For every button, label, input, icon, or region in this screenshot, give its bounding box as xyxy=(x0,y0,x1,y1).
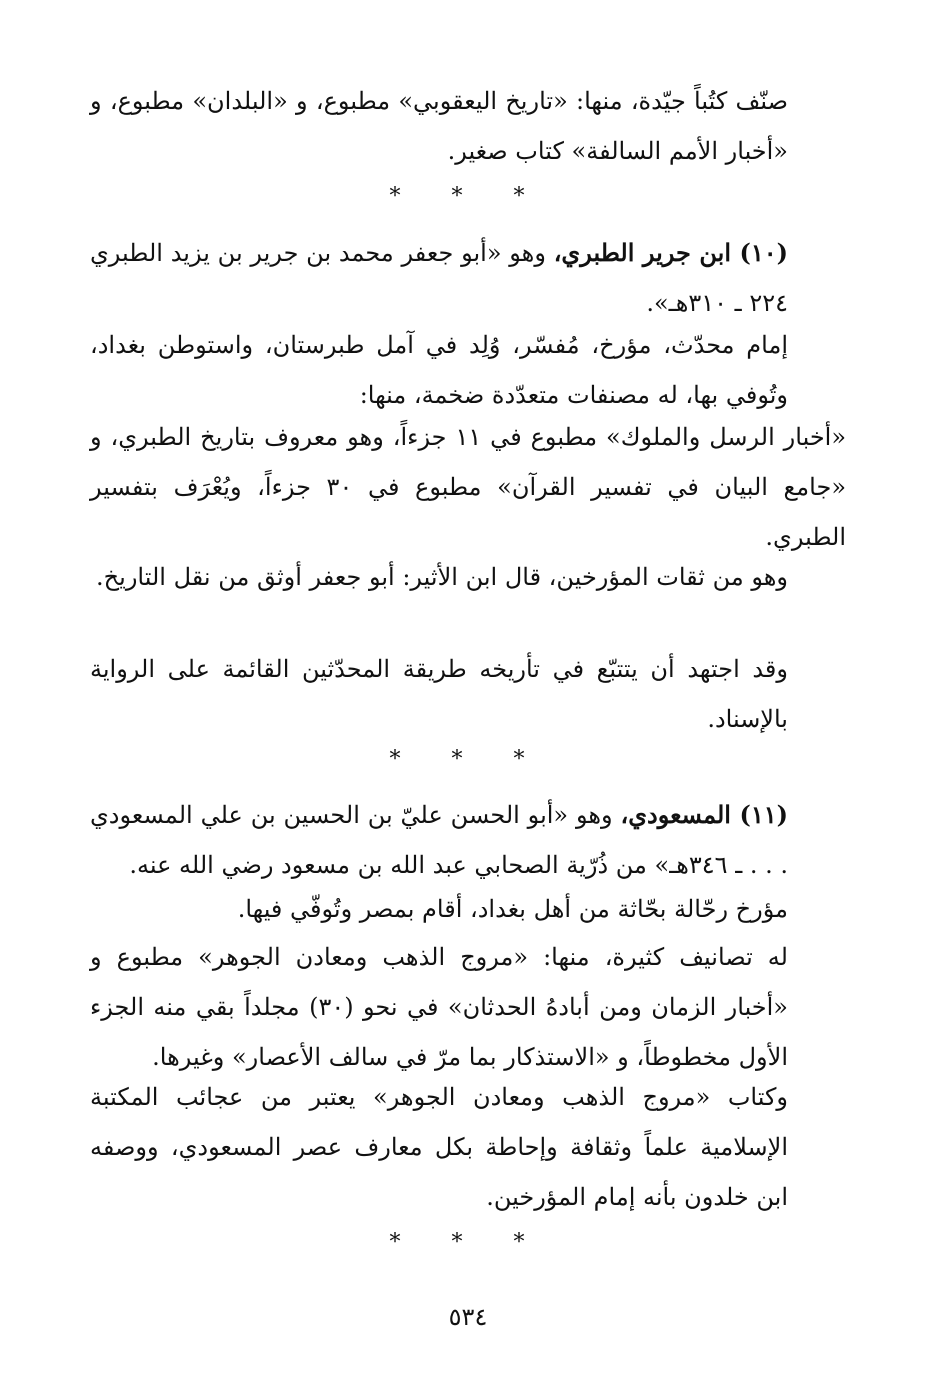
paragraph-tabari-method: وقد اجتهد أن يتتبّع في تأريخه طريقة المحدّثين القائمة على الرواية بالإسناد. xyxy=(90,655,788,733)
section-separator-2: * * * xyxy=(389,747,547,772)
paragraph-tabari-trust: وهو من ثقات المؤرخين، قال ابن الأثير: أبو جعفر أوثق من نقل التاريخ. xyxy=(96,563,788,591)
paragraph-yaqubi-works: صنّف كتُباً جيّدة، منها: «تاريخ اليعقوبي» مطبوع، و «البلدان» مطبوع، و «أخبار الأمم السالفة» كتاب صغير. xyxy=(90,87,789,165)
section-separator-3: * * * xyxy=(389,1230,547,1255)
entry-masudi-name: وهو «أبو الحسن عليّ بن الحسين بن علي المسعودي . . . ـ ٣٤٦هـ» من ذُرّية الصحابي عبد الله بن مسعود رضي الله عنه. xyxy=(90,801,788,879)
paragraph-tabari-bio: إمام محدّث، مؤرخ، مُفسّر، وُلِد في آمل طبرستان، واستوطن بغداد، وتُوفي بها، له مصنفات متعدّدة ضخمة، منها: xyxy=(90,331,788,409)
entry-tabari-heading xyxy=(90,228,846,328)
paragraph-masudi-bio: مؤرخ رحّالة بحّاثة من أهل بغداد، أقام بمصر وتُوفّي فيها. xyxy=(237,895,788,923)
entry-masudi-heading xyxy=(90,790,846,890)
paragraph-masudi-muruj: وكتاب «مروج الذهب ومعادن الجوهر» يعتبر من عجائب المكتبة الإسلامية علماً وثقافة وإحاطة بكل معارف عصر المسعودي، ووصفه ابن خلدون بأنه إمام المؤرخين. xyxy=(90,1083,788,1211)
entry-tabari-title: (١٠) ابن جرير الطبري، xyxy=(553,238,788,267)
entry-tabari-name: وهو «أبو جعفر محمد بن جرير بن يزيد الطبري ٢٢٤ ـ ٣١٠هـ». xyxy=(90,239,788,317)
page-number: ٥٣٤ xyxy=(448,1303,488,1331)
paragraph-masudi-works: له تصانيف كثيرة، منها: «مروج الذهب ومعادن الجوهر» مطبوع و «أخبار الزمان ومن أبادهُ الحدثان» في نحو (٣٠) مجلداً بقي منه الجزء الأول مخطوطاً، و «الاستذكار بما مرّ في سالف الأعصار» وغيرها. xyxy=(90,943,788,1071)
paragraph-tabari-works: «أخبار الرسل والملوك» مطبوع في ١١ جزءاً، وهو معروف بتاريخ الطبري، و «جامع البيان في تفسير القرآن» مطبوع في ٣٠ جزءاً، ويُعْرَف بتفسير الطبري. xyxy=(90,423,847,551)
entry-masudi-title: (١١) المسعودي، xyxy=(620,800,789,829)
section-separator-1: * * * xyxy=(389,184,547,209)
